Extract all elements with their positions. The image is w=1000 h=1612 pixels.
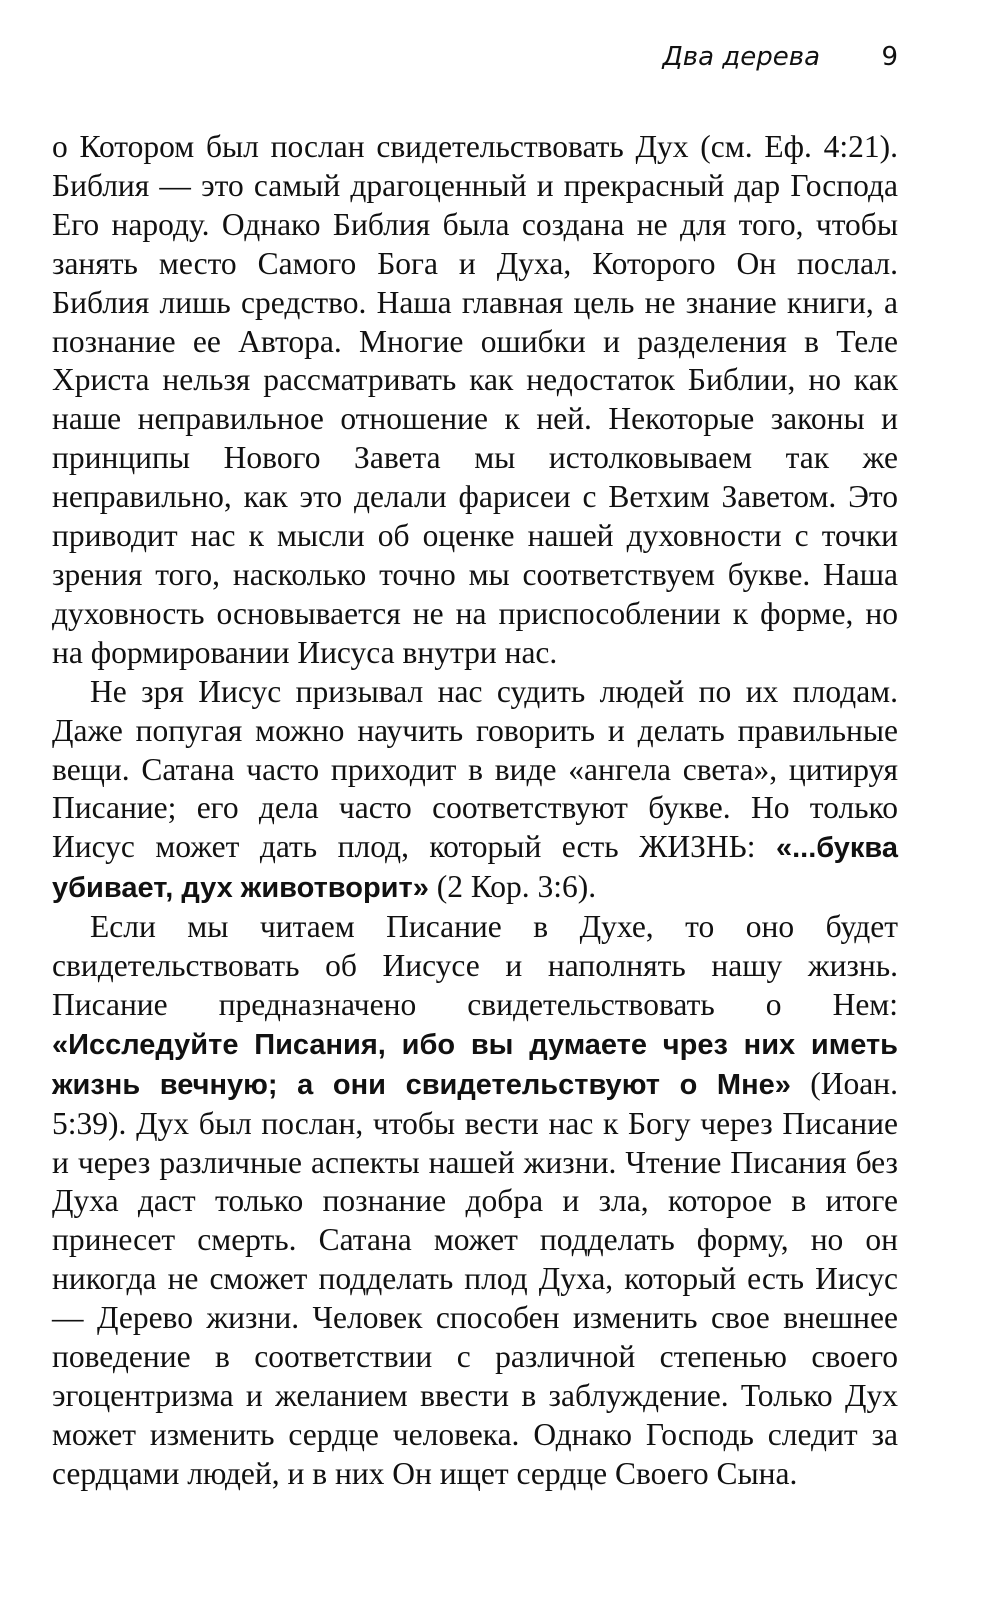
page-number: 9 [881, 42, 898, 72]
paragraph-3-text-after: (Иоан. 5:39). Дух был послан, чтобы вести нас к Богу через Писание и через различные аспекты нашей жизни. Чтение Писания без Духа даст только познание добра и зла, которое в итоге принесет смерть. Сатана может подделать форму, но он никогда не сможет подделать плод Духа, который есть Иисус — Дерево жизни. Человек способен изменить свое внешнее поведение в соответствии с различной степенью своего эгоцентризма и желанием ввести в заблуждение. Только Дух может изменить сердце человека. Однако Господь следит за сердцами людей, и в них Он ищет сердце Своего Сына. [52, 1065, 898, 1491]
scripture-quote-2cor: «...буква убивает, дух животворит» [52, 832, 898, 905]
paragraph-2 [52, 673, 898, 908]
paragraph-1-text: о Котором был послан свидетельствовать Дух (см. Еф. 4:21). Библия — это самый драгоценный и прекрасный дар Господа Его народу. Однако Библия была создана не для того, чтобы занять место Самого Бога и Духа, Которого Он послал. Библия лишь средство. Наша главная цель не знание книги, а познание ее Автора. Многие ошибки и разделения в Теле Христа нельзя рассматривать как недостаток Библии, но как наше неправильное отношение к ней. Некоторые законы и принципы Нового Завета мы истолковываем так же неправильно, как это делали фарисеи с Ветхим Заветом. Это приводит нас к мысли об оценке нашей духовности с точки зрения того, насколько точно мы соответствуем букве. Наша духовность основывается не на приспособлении к форме, но на формировании Иисуса внутри нас. [52, 129, 898, 670]
paragraph-2-text-after: (2 Кор. 3:6). [428, 869, 597, 905]
scripture-quote-john: «Исследуйте Писания, ибо вы думаете чрез них иметь жизнь вечную; а они свидетельствуют о Мне» [52, 1028, 898, 1101]
running-title: Два дерева [662, 42, 820, 72]
running-head [52, 40, 898, 80]
paragraph-2-text-before: Не зря Иисус призывал нас судить людей по их плодам. Даже попугая можно научить говорить и делать правильные вещи. Сатана часто приходит в виде «ангела света», цитируя Писание; его дела часто соответствуют букве. Но только Иисус может дать плод, который есть ЖИЗНЬ: [52, 673, 898, 865]
paragraph-3 [52, 908, 898, 1494]
body-text [52, 128, 898, 1494]
paragraph-3-text-before: Если мы читаем Писание в Духе, то оно будет свидетельствовать об Иисусе и наполнять нашу жизнь. Писание предназначено свидетельствовать о Нем: [52, 909, 898, 1022]
paragraph-1 [52, 128, 898, 673]
